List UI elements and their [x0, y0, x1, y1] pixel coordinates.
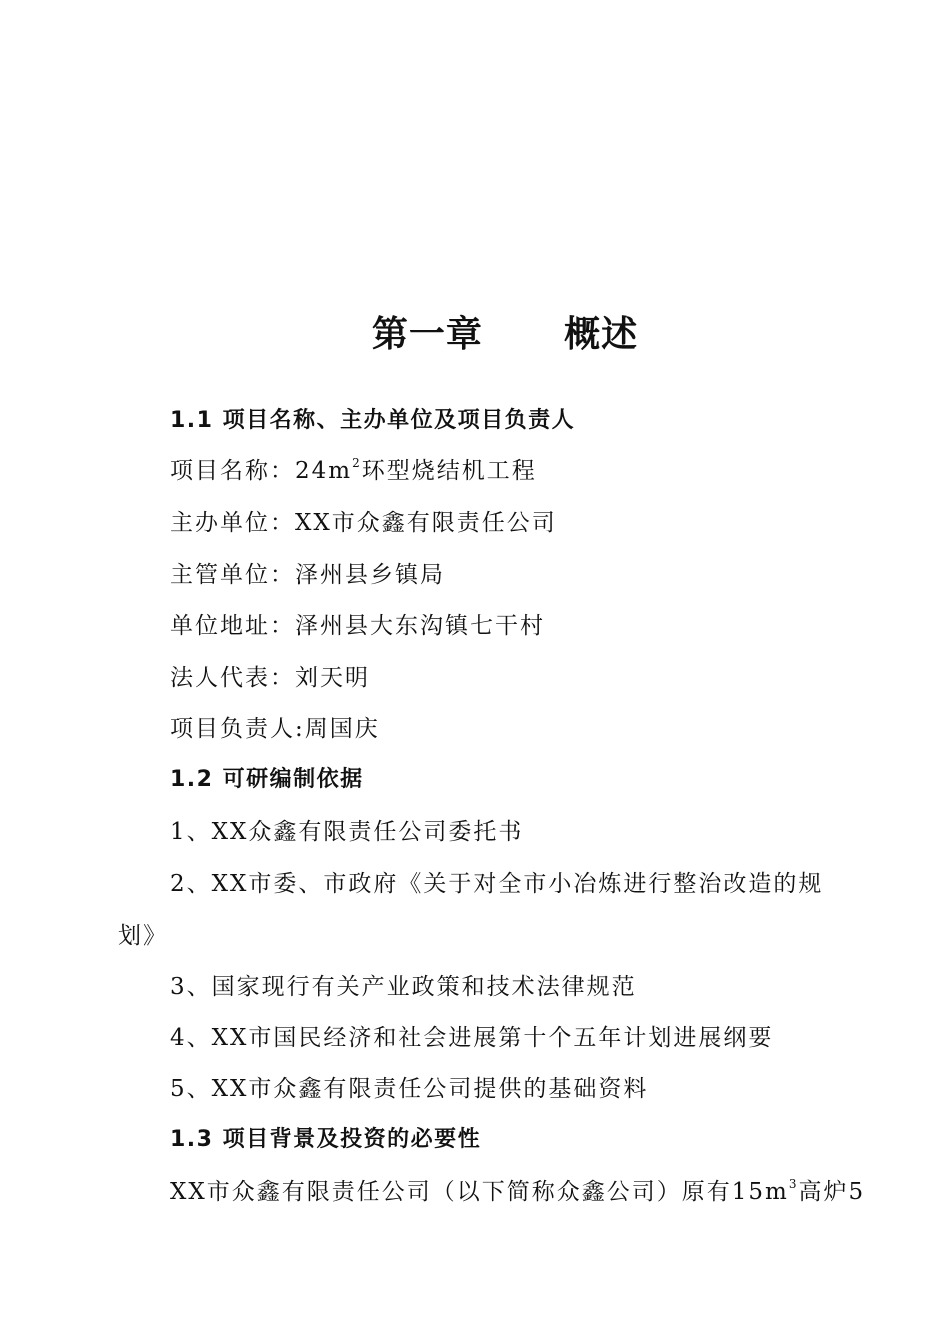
- background-paragraph: [170, 1177, 865, 1207]
- project-name-line: [170, 456, 537, 486]
- project-name-label: 项目名称：: [170, 458, 295, 484]
- supervisor-line: 主管单位：泽州县乡镇局: [170, 562, 445, 588]
- basis-item-4: 4、XX市国民经济和社会进展第十个五年计划进展纲要: [170, 1025, 774, 1051]
- background-paragraph-pre: XX市众鑫有限责任公司（以下简称众鑫公司）原有15m: [170, 1179, 789, 1205]
- basis-item-3: 3、国家现行有关产业政策和技术法律规范: [170, 974, 637, 1000]
- section-heading-1-3: 1.3 项目背景及投资的必要性: [170, 1127, 482, 1152]
- project-name-superscript: 2: [352, 456, 362, 471]
- project-lead-line: 项目负责人:周国庆: [170, 716, 380, 742]
- background-paragraph-post: 高炉5: [798, 1179, 866, 1205]
- legal-rep-line: 法人代表：刘天明: [170, 665, 370, 691]
- background-paragraph-superscript: 3: [788, 1177, 799, 1192]
- project-name-value-post: 环型烧结机工程: [361, 458, 537, 484]
- section-heading-1-1: 1.1 项目名称、主办单位及项目负责人: [170, 408, 576, 433]
- basis-item-5: 5、XX市众鑫有限责任公司提供的基础资料: [170, 1076, 649, 1102]
- basis-item-2-continued: 划》: [118, 923, 168, 949]
- project-name-value: [295, 458, 537, 484]
- basis-item-2: 2、XX市委、市政府《关于对全市小冶炼进行整治改造的规: [170, 871, 824, 897]
- host-unit-line: 主办单位：XX市众鑫有限责任公司: [170, 510, 557, 536]
- section-heading-1-2: 1.2 可研编制依据: [170, 767, 364, 792]
- chapter-title: 第一章 概述: [371, 314, 639, 355]
- basis-item-1: 1、XX众鑫有限责任公司委托书: [170, 819, 524, 845]
- project-name-value-pre: 24m: [295, 458, 353, 484]
- address-line: 单位地址：泽州县大东沟镇七干村: [170, 613, 545, 639]
